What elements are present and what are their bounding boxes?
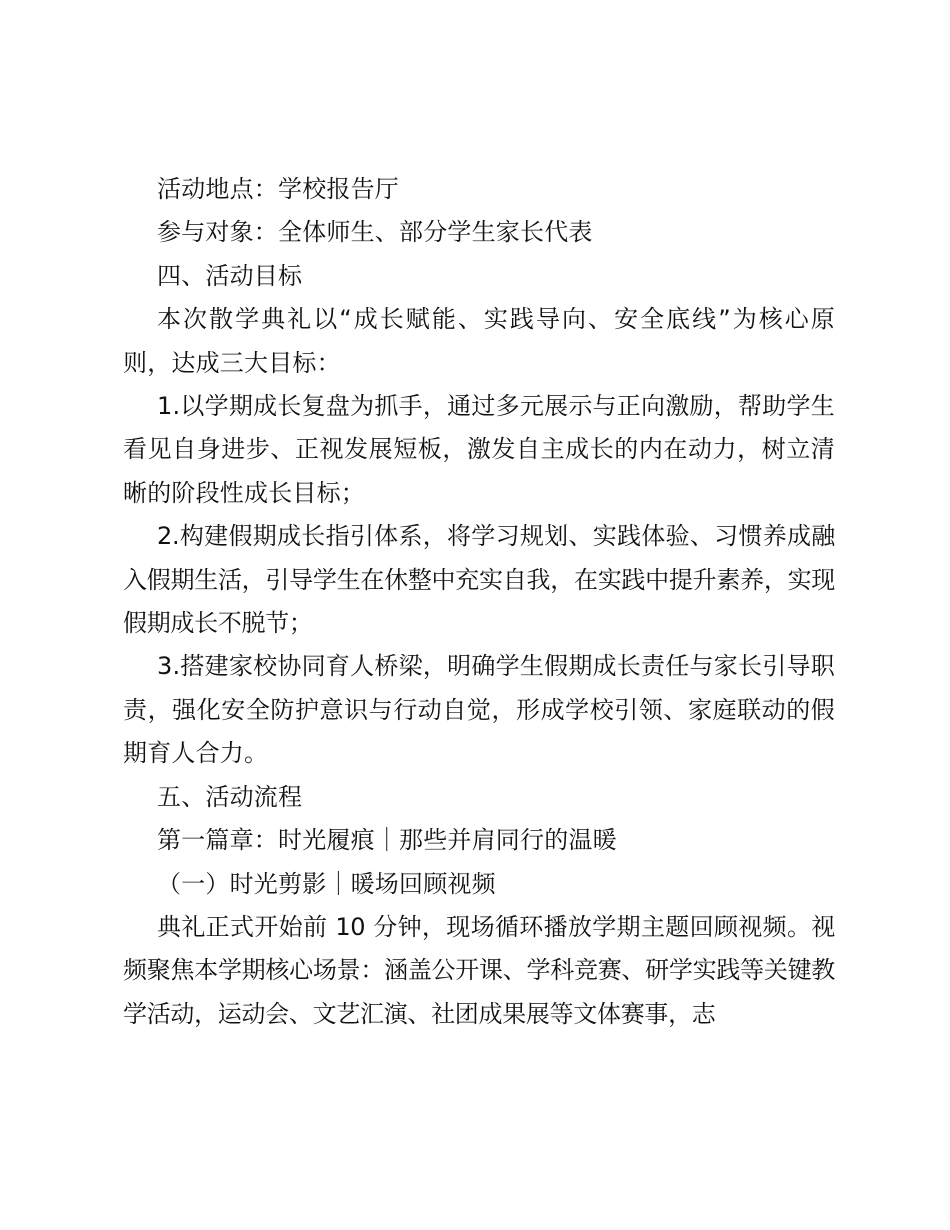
heading-chapter-1: 第一篇章：时光履痕｜那些并肩同行的温暖 <box>157 826 617 855</box>
heading-activity-process: 五、活动流程 <box>157 782 303 811</box>
paragraph-goals-intro: 本次散学典礼以“成长赋能、实践导向、安全底线”为核心原则，达成三大目标： <box>123 305 835 377</box>
paragraph-participants: 参与对象：全体师生、部分学生家长代表 <box>157 218 593 247</box>
paragraph-video-description: 典礼正式开始前 10 分钟，现场循环播放学期主题回顾视频。视频聚焦本学期核心场景：涵盖公开课、学科竞赛、研学实践等关键教学活动，运动会、文艺汇演、社团成果展等文体赛事，志 <box>123 912 835 1028</box>
paragraph-goal-1: 1.以学期成长复盘为抓手，通过多元展示与正向激励，帮助学生看见自身进步、正视发展短板，激发自主成长的内在动力，树立清晰的阶段性成长目标； <box>123 392 835 507</box>
paragraph-goal-3: 3.搭建家校协同育人桥梁，明确学生假期成长责任与家长引导职责，强化安全防护意识与行动自觉，形成学校引领、家庭联动的假期育人合力。 <box>123 652 835 768</box>
paragraph-goal-2: 2.构建假期成长指引体系，将学习规划、实践体验、习惯养成融入假期生活，引导学生在休整中充实自我，在实践中提升素养，实现假期成长不脱节； <box>123 522 835 638</box>
heading-activity-goals: 四、活动目标 <box>157 261 303 290</box>
paragraph-venue: 活动地点：学校报告厅 <box>157 175 399 203</box>
document-body <box>123 168 835 1036</box>
heading-section-1: （一）时光剪影｜暖场回顾视频 <box>157 869 496 898</box>
